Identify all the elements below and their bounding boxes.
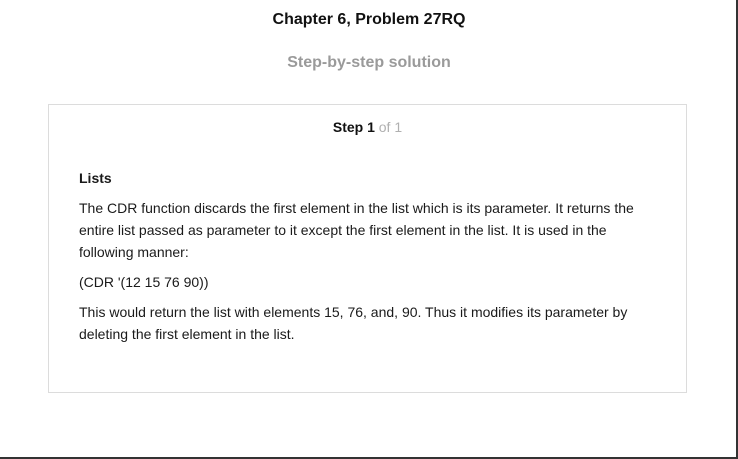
solution-subtitle: Step-by-step solution	[287, 54, 451, 71]
paragraph-description: The CDR function discards the first element in the list which is its parameter. It returns the entire list passed as parameter to it except the first element in the list. It is used in the following manner:	[79, 200, 634, 260]
chapter-title: Chapter 6, Problem 27RQ	[272, 11, 466, 28]
paragraph-result: This would return the list with elements 15, 76, and, 90. Thus it modifies its parameter by deleting the first element in the list.	[79, 304, 628, 342]
paragraph-code-example: (CDR '(12 15 76 90))	[79, 274, 209, 290]
section-heading: Lists	[79, 170, 112, 186]
solution-content	[79, 167, 659, 353]
solution-card	[48, 104, 687, 393]
step-total: of 1	[378, 119, 403, 135]
step-header	[49, 119, 686, 135]
step-label: Step 1	[332, 119, 375, 135]
